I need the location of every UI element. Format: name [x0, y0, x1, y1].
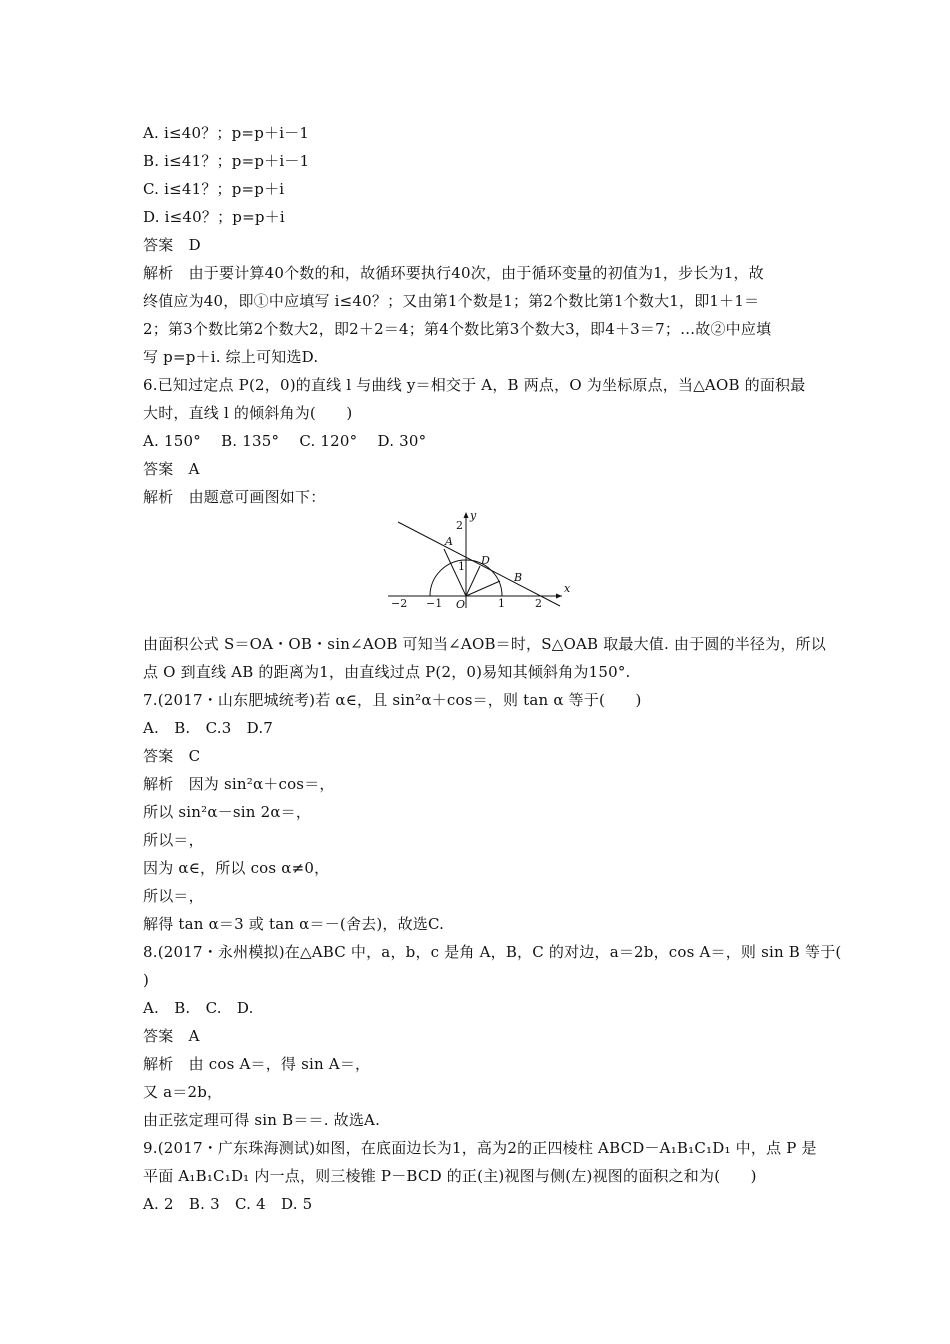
analysis-q7-line3: 所以＝，	[143, 831, 204, 849]
question-9-line1: 9.(2017・广东珠海测试)如图，在底面边长为1，高为2的正四棱柱 ABCD－A₁B₁C₁D₁ 中，点 P 是	[143, 1139, 817, 1157]
axis-y-label: y	[470, 509, 477, 522]
question-8-line2: )	[143, 971, 150, 989]
options-q6: A. 150° B. 135° C. 120° D. 30°	[143, 432, 427, 450]
option-c-q5: C. i≤41？；p=p＋i	[143, 180, 285, 198]
point-d-label: D	[481, 554, 490, 567]
question-8-line1: 8.(2017・永州模拟)在△ABC 中，a，b，c 是角 A，B，C 的对边，a＝2b，cos A＝，则 sin B 等于(	[143, 943, 842, 961]
options-q8: A. B. C. D.	[143, 999, 254, 1017]
axis-x-label: x	[564, 582, 571, 595]
answer-q5: 答案 D	[143, 236, 201, 254]
x-axis-arrow	[556, 594, 562, 599]
analysis-q8-line1: 解析 由 cos A＝，得 sin A＝，	[143, 1055, 371, 1073]
line-l	[398, 522, 560, 606]
answer-q7: 答案 C	[143, 747, 201, 765]
options-q9: A. 2 B. 3 C. 4 D. 5	[143, 1195, 313, 1213]
segment-ob	[466, 581, 500, 596]
answer-q6: 答案 A	[143, 460, 200, 478]
y-axis-arrow	[464, 512, 469, 518]
analysis-q5-line2: 终值应为40，即①中应填写 i≤40？；又由第1个数是1；第2个数比第1个数大1，即1＋1＝	[143, 292, 760, 310]
answer-q8: 答案 A	[143, 1027, 200, 1045]
analysis-q7-line4: 因为 α∈，所以 cos α≠0，	[143, 859, 330, 877]
x-tick-neg1: −1	[426, 597, 443, 610]
option-b-q5: B. i≤41？；p=p＋i－1	[143, 152, 310, 170]
analysis-q7-line6: 解得 tan α＝3 或 tan α＝－(舍去)，故选C.	[143, 915, 445, 933]
x-tick-2: 2	[535, 597, 542, 610]
origin-label: O	[456, 598, 466, 611]
analysis-q5-line3: 2；第3个数比第2个数大2，即2＋2＝4；第4个数比第3个数大3，即4＋3＝7；…故②中应填	[143, 320, 772, 338]
analysis-q5-line1: 解析 由于要计算40个数的和，故循环要执行40次，由于循环变量的初值为1，步长为1，故	[143, 264, 764, 282]
y-tick-1: 1	[458, 560, 465, 573]
semicircle-figure	[388, 508, 571, 611]
analysis-q6-intro: 解析 由题意可画图如下：	[143, 488, 326, 506]
analysis-q7-line1: 解析 因为 sin²α＋cos＝，	[143, 775, 335, 793]
analysis-q6-line1: 由面积公式 S＝OA・OB・sin∠AOB 可知当∠AOB＝时，S△OAB 取最大值. 由于圆的半径为，所以	[143, 635, 826, 653]
option-d-q5: D. i≤40？；p=p＋i	[143, 208, 285, 226]
question-9-line2: 平面 A₁B₁C₁D₁ 内一点，则三棱锥 P－BCD 的正(主)视图与侧(左)视图的面积之和为( )	[143, 1167, 757, 1185]
analysis-q8-line2: 又 a＝2b，	[143, 1083, 223, 1101]
x-tick-neg2: −2	[391, 597, 408, 610]
analysis-q7-line5: 所以＝，	[143, 887, 204, 905]
analysis-q8-line3: 由正弦定理可得 sin B＝＝. 故选A.	[143, 1111, 381, 1129]
question-6-line2: 大时，直线 l 的倾斜角为( )	[143, 404, 353, 422]
analysis-q7-line2: 所以 sin²α－sin 2α＝，	[143, 803, 312, 821]
question-7: 7.(2017・山东肥城统考)若 α∈，且 sin²α＋cos＝，则 tan α 等于( )	[143, 691, 642, 709]
analysis-q6-line2: 点 O 到直线 AB 的距离为1，由直线过点 P(2，0)易知其倾斜角为150°.	[143, 663, 631, 681]
point-b-label: B	[514, 571, 523, 584]
question-6-line1: 6.已知过定点 P(2，0)的直线 l 与曲线 y＝相交于 A，B 两点，O 为坐标原点，当△AOB 的面积最	[143, 376, 806, 394]
options-q7: A. B. C.3 D.7	[143, 719, 274, 737]
x-tick-1: 1	[498, 597, 505, 610]
segment-od	[466, 566, 480, 596]
point-a-label: A	[445, 535, 453, 548]
option-a-q5: A. i≤40？；p=p＋i－1	[143, 124, 310, 142]
analysis-q5-line4: 写 p=p＋i. 综上可知选D.	[143, 348, 319, 366]
y-tick-2: 2	[456, 519, 463, 532]
